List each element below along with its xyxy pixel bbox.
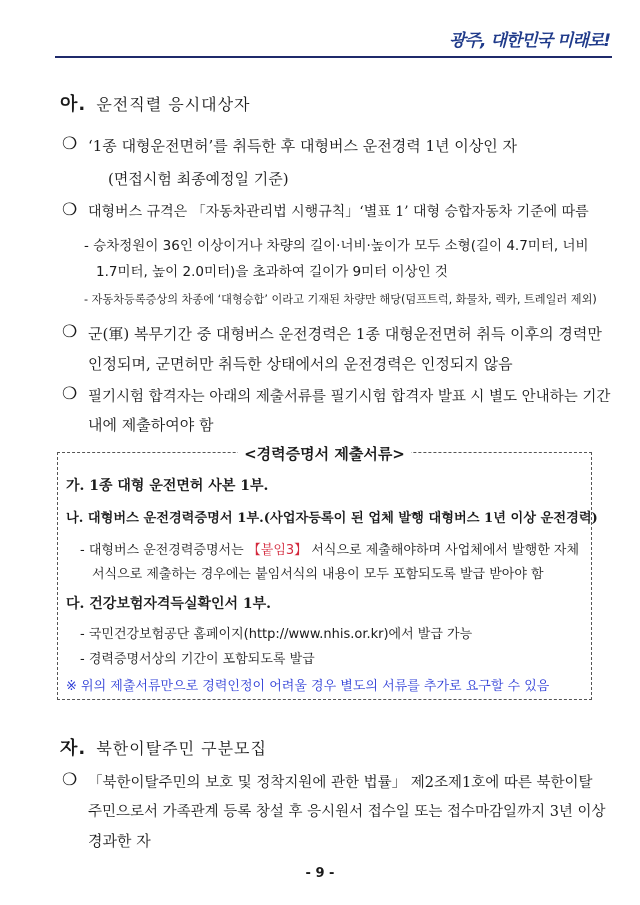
section-ja-item1-line1: 「북한이탈주민의 보호 및 정착지원에 관한 법률」 제2조제1호에 따른 북한이탈 [88, 775, 593, 791]
section-a-title: 운전직렬 응시대상자 [96, 95, 251, 114]
docs-item-na-sub-line2: 서식으로 제출하는 경우에는 붙임서식의 내용이 모두 포함되도록 발급 받아야 함 [92, 567, 544, 582]
bullet-icon: ❍ [62, 200, 78, 220]
header-rule [55, 56, 612, 58]
docs-item-da-sub1: - 국민건강보험공단 홈페이지(http://www.nhis.or.kr)에서 발급 가능 [80, 627, 473, 642]
section-a-item2: 대형버스 규격은 「자동차관리법 시행규칙」‘별표 1’ 대형 승합자동차 기준에 따름 [88, 204, 589, 220]
docs-item-na: 나. 대형버스 운전경력증명서 1부.(사업자등록이 된 업체 발행 대형버스 1년 이상 운전경력) [66, 511, 598, 526]
bullet-icon: ❍ [62, 384, 78, 404]
docs-item-ga: 가. 1종 대형 운전면허 사본 1부. [66, 478, 269, 494]
section-a-item4-line2: 내에 제출하여야 함 [88, 416, 214, 434]
section-a-item3-line1: 군(軍) 복무기간 중 대형버스 운전경력은 1종 대형운전면허 취득 이후의 경력만 [88, 325, 602, 343]
section-ja-item1-line3: 경과한 자 [88, 832, 151, 850]
section-a-item4-line1: 필기시험 합격자는 아래의 제출서류를 필기시험 합격자 발표 시 별도 안내하는 기간 [88, 389, 611, 405]
section-a-item3-line2: 인정되며, 군면허만 취득한 상태에서의 운전경력은 인정되지 않음 [88, 355, 513, 373]
section-ja-heading [60, 734, 267, 760]
section-a-item2-sub1-line1: - 승차정원이 36인 이상이거나 차량의 길이·너비·높이가 모두 소형(길이 4.7미터, 너비 [84, 238, 589, 254]
documents-box-title: <경력증명서 제출서류> [58, 443, 591, 464]
bullet-icon: ❍ [62, 322, 78, 342]
attachment-reference: 【붙임3】 [247, 543, 308, 558]
header-slogan: 광주, 대한민국 미래로! [449, 31, 610, 51]
section-a-item2-sub2: - 자동차등록증상의 차종에 ‘대형승합’ 이라고 기재된 차량만 해당(덤프트럭, 화물차, 렉카, 트레일러 제외) [84, 293, 597, 306]
section-a-mark: 아. [60, 94, 87, 115]
section-a-item1: ‘1종 대형운전면허’를 취득한 후 대형버스 운전경력 1년 이상인 자 [88, 137, 518, 155]
documents-box [57, 445, 598, 700]
page-number: - 9 - [305, 866, 335, 881]
section-ja-title: 북한이탈주민 구분모집 [96, 739, 267, 758]
section-ja-item1-line2: 주민으로서 가족관계 등록 창설 후 응시원서 접수일 또는 접수마감일까지 3년 이상 [88, 804, 606, 820]
docs-note: ※ 위의 제출서류만으로 경력인정이 어려울 경우 별도의 서류를 추가로 요구할 수 있음 [66, 679, 550, 694]
section-a-heading [60, 90, 251, 116]
docs-item-da: 다. 건강보험자격득실확인서 1부. [66, 596, 272, 612]
section-a-item2-sub1-line2: 1.7미터, 높이 2.0미터)을 초과하여 길이가 9미터 이상인 것 [96, 264, 448, 280]
docs-item-da-sub2: - 경력증명서상의 기간이 포함되도록 발급 [80, 652, 315, 667]
section-a-item1-note: (면접시험 최종예정일 기준) [108, 170, 289, 188]
bullet-icon: ❍ [62, 134, 78, 154]
section-ja-mark: 자. [60, 738, 87, 759]
docs-item-na-sub-line1: - 대형버스 운전경력증명서는 【붙임3】 서식으로 제출해야하며 사업체에서 발행한 자체 [80, 543, 580, 558]
bullet-icon: ❍ [62, 770, 78, 790]
